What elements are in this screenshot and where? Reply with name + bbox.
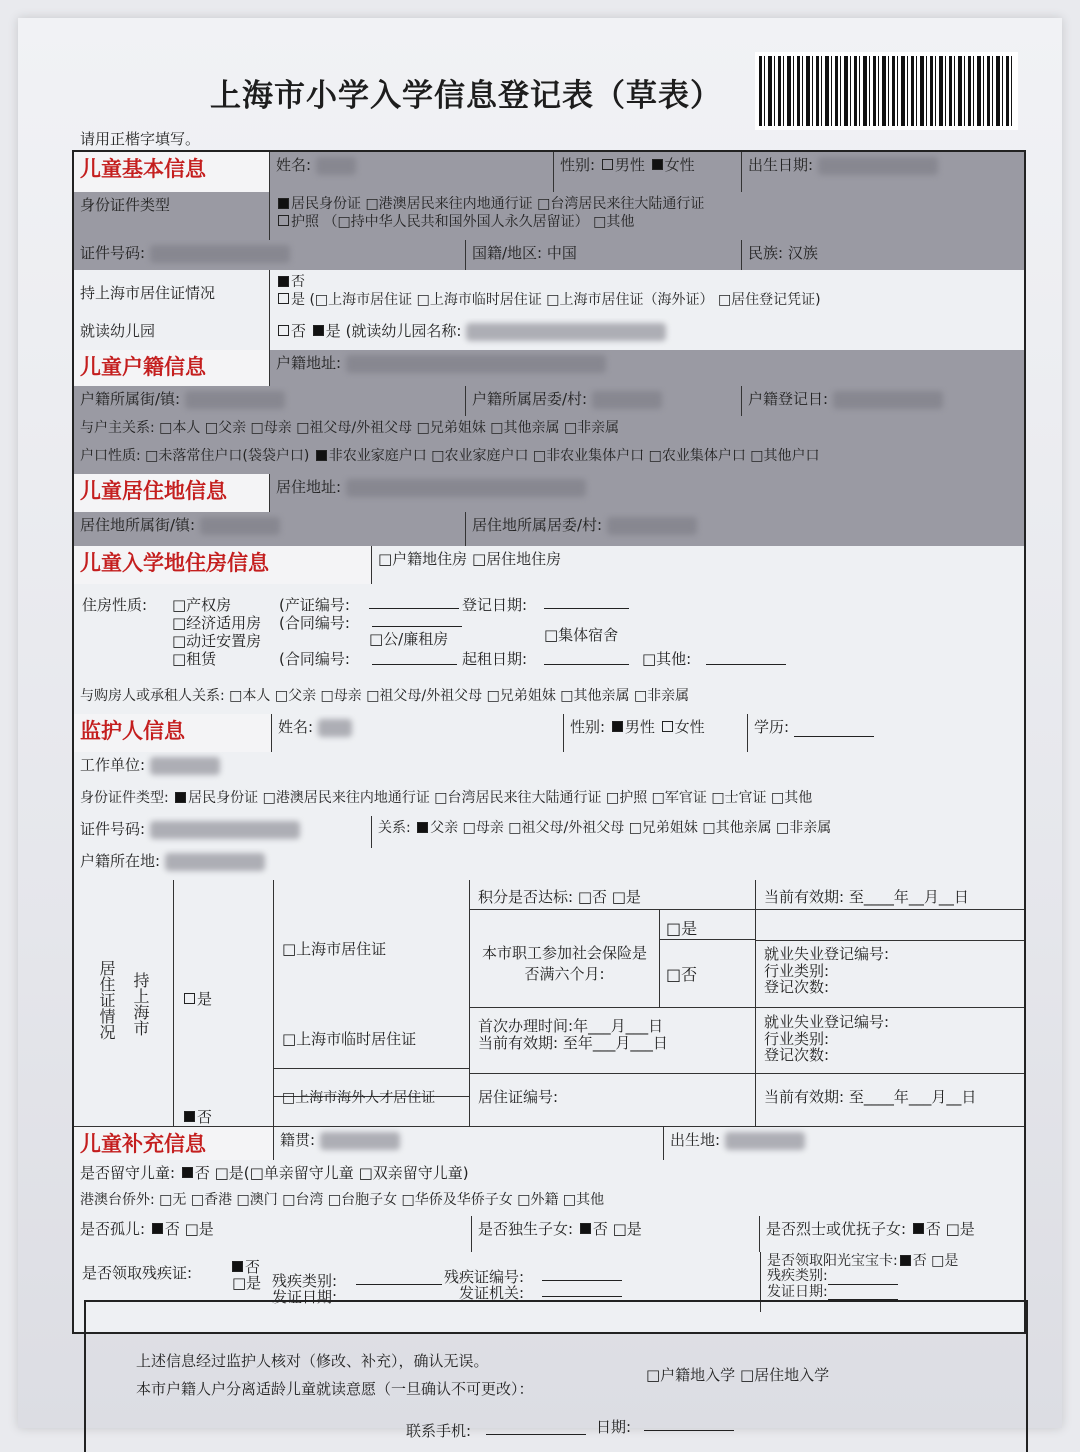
insurance-yes[interactable]: □是 (660, 910, 756, 940)
only-child-label: 是否独生子女: (478, 1220, 574, 1238)
guardian-id-no-cell[interactable] (74, 816, 372, 848)
redacted-value (607, 517, 697, 535)
first-date-label: 首次办理时间: (478, 1017, 574, 1035)
checkbox-kg-no[interactable] (278, 325, 289, 336)
checkbox-passport[interactable] (278, 215, 289, 226)
child-gender-cell (554, 152, 742, 192)
overseas-permit[interactable]: □上海市海外人才居住证 (282, 1090, 436, 1106)
other-line[interactable] (706, 664, 786, 665)
reg-date-line[interactable] (544, 608, 629, 609)
redacted-value (833, 391, 943, 409)
birthplace-cell[interactable] (664, 1127, 1024, 1161)
guardian-edu-cell[interactable] (748, 714, 1024, 752)
checkbox-male[interactable] (602, 159, 613, 170)
guardian-edu-label: 学历: (754, 718, 790, 736)
temp-permit[interactable]: □上海市临时居住证 (274, 1008, 469, 1097)
disability-date-label: 发证日期: (272, 1288, 338, 1306)
id-type-line1: 居民身份证 □港澳居民来往内地通行证 □台湾居民来往大陆通行证 (291, 196, 705, 212)
registration-form (72, 150, 1026, 1334)
checkbox-orphan-no[interactable] (152, 1223, 163, 1234)
redacted-value (150, 245, 290, 263)
emp-no-label: 就业失业登记编号: (764, 945, 890, 963)
dorm-option[interactable]: □集体宿舍 (544, 626, 619, 644)
guardian-name-label: 姓名: (278, 718, 314, 736)
native-place-cell[interactable] (274, 1127, 664, 1161)
valid-until-cell[interactable]: 当前有效期: 至____年__月__日 (756, 880, 1024, 910)
housing-other[interactable]: □其他: (642, 650, 692, 668)
permit-label-b: 持上海市 (131, 972, 150, 1036)
row-guardian-work (74, 752, 1024, 787)
residence-committee-label: 居住地所属居委/村: (472, 516, 603, 534)
guardian-id-type-label: 身份证件类型: (80, 790, 169, 806)
residence-street-label: 居住地所属街/镇: (80, 516, 196, 534)
housing-type-owned[interactable]: □产权房 (172, 596, 232, 614)
guardian-id-no-label: 证件号码: (80, 820, 146, 838)
housing-type-relocation[interactable]: □动迁安置房 (172, 632, 262, 650)
row-hukou-street (74, 386, 1024, 417)
redacted-value (346, 479, 586, 497)
disability-issuer-line[interactable] (542, 1296, 622, 1297)
phone-label: 联系手机: (406, 1422, 472, 1440)
kg-yes-label: 是 (就读幼儿园名称: (325, 322, 462, 340)
checkbox-father[interactable] (417, 822, 428, 833)
barcode (755, 52, 1018, 130)
guardian-female-label: 女性 (674, 718, 705, 736)
redacted-value (185, 391, 285, 409)
cur-valid-ymd: 年___月___日 (577, 1033, 668, 1052)
gender-label: 性别: (560, 156, 596, 174)
date-line[interactable] (644, 1430, 734, 1431)
id-type-line2: 护照 （□持中华人民共和国外国人永久居留证） □其他 (291, 213, 635, 230)
disability-cert-no-label: 残疾证编号: (444, 1268, 525, 1286)
residence-street-cell[interactable] (74, 512, 466, 546)
form-title: 上海市小学入学信息登记表（草表） (210, 78, 722, 114)
confirm-line2: 本市户籍人户分离适龄儿童就读意愿（一旦确认不可更改）： (136, 1380, 534, 1398)
id-type-label: 身份证件类型 (74, 192, 270, 240)
disability-no-text: 否 (245, 1258, 261, 1276)
checkbox-guardian-female[interactable] (662, 721, 673, 732)
contract-no-label: (合同编号: (279, 614, 350, 632)
permit-details (470, 880, 1024, 1126)
id-number-label: 证件号码: (80, 244, 146, 262)
nationality: 国籍/地区: 中国 (466, 240, 742, 270)
overseas-cell[interactable]: 港澳台侨外: □无 □香港 □澳门 □台湾 □台胞子女 □华侨及华侨子女 □外籍 □其他 (80, 1192, 605, 1208)
housing-nature-label: 住房性质: (82, 596, 148, 614)
row-id-number (74, 240, 1024, 271)
only-child-cell[interactable] (472, 1216, 760, 1252)
row-guardian-id-type (74, 786, 1024, 817)
date-label: 日期: (596, 1418, 632, 1436)
redacted-value (165, 853, 265, 871)
hukou-address-cell[interactable] (270, 350, 1024, 386)
id-number-cell[interactable] (74, 240, 466, 270)
permit-no-option[interactable] (182, 1106, 212, 1127)
disability-issuer-label: 发证机关: (459, 1284, 525, 1302)
phone-line[interactable] (486, 1434, 586, 1435)
martyr-cell[interactable] (760, 1216, 1024, 1252)
kg-no-label: 否 (291, 322, 307, 340)
buyer-relation[interactable]: 与购房人或承租人关系: □本人 □父亲 □母亲 □祖父母/外祖父母 □兄弟姐妹 □其他亲属 □非亲属 (80, 688, 690, 704)
hukou-committee-label: 户籍所属居委/村: (472, 390, 588, 408)
residence-permit-label: 持上海市居住证情况 (74, 270, 270, 318)
row-guardian (74, 714, 1024, 753)
checkbox-disability-no[interactable] (232, 1261, 243, 1272)
redacted-value (346, 355, 606, 373)
row-housing-nature (74, 584, 1024, 685)
instruction-note: 请用正楷字填写。 (80, 130, 201, 148)
permit-label-a: 居住证情况 (97, 960, 116, 1040)
checkbox-permit-yes[interactable] (278, 293, 289, 304)
permit-no-cell[interactable]: 居住证编号: (470, 1074, 756, 1126)
temp-permit-dates[interactable] (470, 1008, 756, 1074)
guardian-relation-cell[interactable] (372, 816, 1024, 848)
residence-address-cell[interactable] (270, 474, 1024, 512)
sunshine-type-label: 残疾类别: (767, 1268, 828, 1285)
cert-no-label: (产证编号: (279, 596, 350, 614)
sunshine-date-label: 发证日期: (767, 1283, 828, 1300)
native-label: 籍贯: (280, 1131, 316, 1149)
section-housing: 儿童入学地住房信息 (74, 546, 372, 584)
disability-label: 是否领取残疾证: (82, 1264, 193, 1282)
hukou-street-label: 户籍所属街/镇: (80, 390, 181, 408)
valid-until2-cell[interactable]: 当前有效期: 至____年___月__日 (764, 1088, 977, 1106)
row-residence-street (74, 512, 1024, 547)
hukou-type[interactable] (74, 444, 1024, 474)
redacted-value (818, 157, 938, 175)
guardian-name-cell[interactable] (272, 714, 564, 752)
cur-valid-label: 当前有效期: 至 (478, 1033, 578, 1052)
father-label: 父亲 (430, 820, 459, 836)
section-child-basic: 儿童基本信息 (74, 152, 270, 192)
only-child-opts: 否 □是 (592, 1220, 642, 1238)
checkbox-guardian-id-card[interactable] (175, 792, 186, 803)
checkbox-permit-holder-no[interactable] (184, 1111, 195, 1122)
rent-date-line[interactable] (544, 664, 629, 665)
guardian-work-cell[interactable] (74, 752, 1024, 786)
insurance-question: 本市职工参加社会保险是否满六个月: (470, 910, 660, 1008)
residence-committee-cell[interactable] (466, 512, 1024, 546)
guardian-id-types: 居民身份证 □港澳居民来往内地通行证 □台湾居民来往大陆通行证 □护照 □军官证 □士官证 □其他 (188, 790, 813, 806)
guardian-work-label: 工作单位: (80, 756, 146, 774)
guardian-hukou-label: 户籍所在地: (80, 852, 161, 870)
hukou-reg-date-label: 户籍登记日: (748, 390, 829, 408)
housing-type-rental[interactable]: □租赁 (172, 650, 217, 668)
row-residence-address (74, 474, 1024, 513)
contract-no2-label: (合同编号: (279, 650, 350, 668)
orphan-opts: 否 □是 (164, 1220, 214, 1238)
row-residence-permit (74, 270, 1024, 319)
employment-cell-2[interactable] (756, 1008, 1024, 1074)
contract-no2-line[interactable] (372, 664, 457, 665)
blank-cell (756, 910, 1024, 941)
permit-yes-cell[interactable] (174, 880, 274, 1126)
guardian-relation-rest: □母亲 □祖父母/外祖父母 □兄弟姐妹 □其他亲属 □非亲属 (462, 820, 832, 836)
row-permit-block (74, 880, 1024, 1127)
redacted-value (150, 757, 220, 775)
residence-permit-options[interactable] (270, 270, 1024, 318)
checkbox-only-child-no[interactable] (580, 1223, 591, 1234)
birth-date-label: 出生日期: (748, 156, 814, 174)
checkbox-permit-holder-yes[interactable] (184, 993, 195, 1004)
checkbox-sunshine-no[interactable] (900, 1255, 911, 1266)
guardian-gender-label: 性别: (570, 718, 606, 736)
hukou-street-cell[interactable] (74, 386, 466, 416)
points-cell[interactable]: 积分是否达标: □否 □是 (470, 880, 756, 910)
row-guardian-hukou (74, 848, 1024, 881)
permit-yes-text: 是 (197, 990, 213, 1008)
redacted-value (725, 1132, 805, 1150)
hukou-type-a: 户口性质: □未落常住户口(袋袋户口) (80, 448, 310, 464)
emp-no2-label: 就业失业登记编号: (764, 1013, 890, 1031)
disability-yes-option[interactable]: □是 (232, 1274, 262, 1292)
guardian-id-type-cell[interactable] (74, 786, 1024, 816)
row-orphan (74, 1216, 1024, 1253)
guardian-male-label: 男性 (624, 718, 655, 736)
contract-no-line[interactable] (372, 626, 462, 627)
row-housing (74, 546, 1024, 585)
section-guardian: 监护人信息 (74, 714, 272, 752)
row-basic (74, 152, 1024, 193)
redacted-value (320, 1132, 400, 1150)
employment-cell-1[interactable] (756, 940, 1024, 1008)
section-supplement: 儿童补充信息 (74, 1127, 274, 1161)
permit-yes-label: 是 (□上海市居住证 □上海市临时居住证 □上海市居住证（海外证） □居住登记凭证) (291, 291, 821, 308)
kindergarten-label: 就读幼儿园 (74, 318, 270, 350)
rent-date-label: 起租日期: (462, 650, 528, 668)
id-type-options[interactable] (270, 192, 1024, 240)
permit-types (274, 880, 470, 1126)
permit-label-cell (74, 880, 174, 1126)
housing-type-affordable[interactable]: □经济适用房 (172, 614, 262, 632)
industry-label: 行业类别: (764, 961, 830, 980)
row-guardian-id-no (74, 816, 1024, 849)
birth-date-cell[interactable] (742, 152, 1024, 192)
row-hukou-relation (74, 416, 1024, 445)
guardian-relation-label: 关系: (378, 820, 411, 836)
row-hukou-address (74, 350, 1024, 387)
cert-no-line[interactable] (369, 608, 459, 609)
sunshine-opts: 否 □是 (912, 1253, 959, 1269)
orphan-cell[interactable] (74, 1216, 472, 1252)
left-behind-cell[interactable] (74, 1160, 1024, 1188)
guardian-gender-cell (564, 714, 748, 752)
hukou-committee-cell[interactable] (466, 386, 742, 416)
row-id-type (74, 192, 1024, 241)
checkbox-guardian-male[interactable] (612, 721, 623, 732)
checkbox-female[interactable] (652, 159, 663, 170)
row-kindergarten (74, 318, 1024, 351)
ethnicity: 民族: 汉族 (748, 244, 818, 262)
hukou-reg-date-cell[interactable] (742, 386, 1024, 416)
confirm-line1: 上述信息经过监护人核对（修改、补充），确认无误。 (136, 1352, 489, 1370)
checkbox-id-card[interactable] (278, 198, 289, 209)
checkbox-nonagri-family[interactable] (316, 450, 327, 461)
row-buyer-relation (74, 684, 1024, 715)
redacted-value (200, 517, 280, 535)
housing-options[interactable]: □户籍地住房 □居住地住房 (378, 550, 562, 568)
male-label: 男性 (614, 156, 645, 174)
disability-cert-no-line[interactable] (542, 1280, 622, 1281)
reg-count2-label: 登记次数: (764, 1046, 830, 1064)
checkbox-kg-yes[interactable] (313, 325, 324, 336)
hukou-relation[interactable]: 与户主关系: □本人 □父亲 □母亲 □祖父母/外祖父母 □兄弟姐妹 □其他亲属 □非亲属 (80, 420, 620, 436)
row-overseas (74, 1188, 1024, 1217)
redacted-value (466, 323, 666, 341)
sunshine-label: 是否领取阳光宝宝卡: (767, 1253, 898, 1269)
redacted-value (592, 391, 662, 409)
permit-no-text: 否 (197, 1108, 213, 1126)
child-name-cell[interactable] (270, 152, 554, 192)
guardian-hukou-cell[interactable] (74, 848, 1024, 880)
checkbox-martyr-no[interactable] (913, 1223, 924, 1234)
female-label: 女性 (664, 156, 695, 174)
row-hukou-type (74, 444, 1024, 475)
redacted-value (318, 719, 352, 737)
public-rent-option[interactable]: □公/廉租房 (369, 630, 449, 648)
first-date-ymd: 年___月___日 (573, 1017, 664, 1035)
reg-date-label: 登记日期: (462, 596, 528, 614)
disability-type-line[interactable] (356, 1284, 442, 1285)
checkbox-permit-no[interactable] (278, 276, 289, 287)
insurance-no[interactable]: □否 (660, 940, 756, 1008)
row-supplement (74, 1126, 1024, 1162)
permit-no-label: 否 (291, 274, 305, 290)
section-residence: 儿童居住地信息 (74, 474, 270, 512)
edu-line (794, 736, 874, 737)
confirm-choice[interactable]: □户籍地入学 □居住地入学 (646, 1366, 830, 1384)
hukou-type-b: 非农业家庭户口 □农业家庭户口 □非农业集体户口 □农业集体户口 □其他户口 (328, 448, 820, 464)
birthplace-label: 出生地: (670, 1131, 721, 1149)
redacted-value (150, 821, 300, 839)
section-hukou: 儿童户籍信息 (74, 350, 270, 386)
left-behind-label: 是否留守儿童: (80, 1164, 176, 1182)
residence-address-label: 居住地址: (276, 478, 342, 496)
child-name-label: 姓名: (276, 156, 312, 174)
disability-type-label: 残疾类别: (272, 1272, 338, 1290)
confirmation-box (84, 1300, 1028, 1452)
redacted-value (316, 157, 356, 175)
reg-count-label: 登记次数: (764, 978, 830, 996)
checkbox-left-behind-no[interactable] (182, 1167, 193, 1178)
row-left-behind (74, 1160, 1024, 1189)
martyr-label: 是否烈士或优抚子女: (766, 1220, 907, 1238)
hukou-address-label: 户籍地址: (276, 354, 342, 372)
martyr-opts: 否 □是 (925, 1220, 975, 1238)
kindergarten-options[interactable] (270, 318, 1024, 350)
industry2-label: 行业类别: (764, 1029, 830, 1048)
orphan-label: 是否孤儿: (80, 1220, 146, 1238)
left-behind-opts: 否 □是(□单亲留守儿童 □双亲留守儿童) (194, 1164, 469, 1182)
sh-permit[interactable]: □上海市居住证 (274, 880, 469, 1069)
